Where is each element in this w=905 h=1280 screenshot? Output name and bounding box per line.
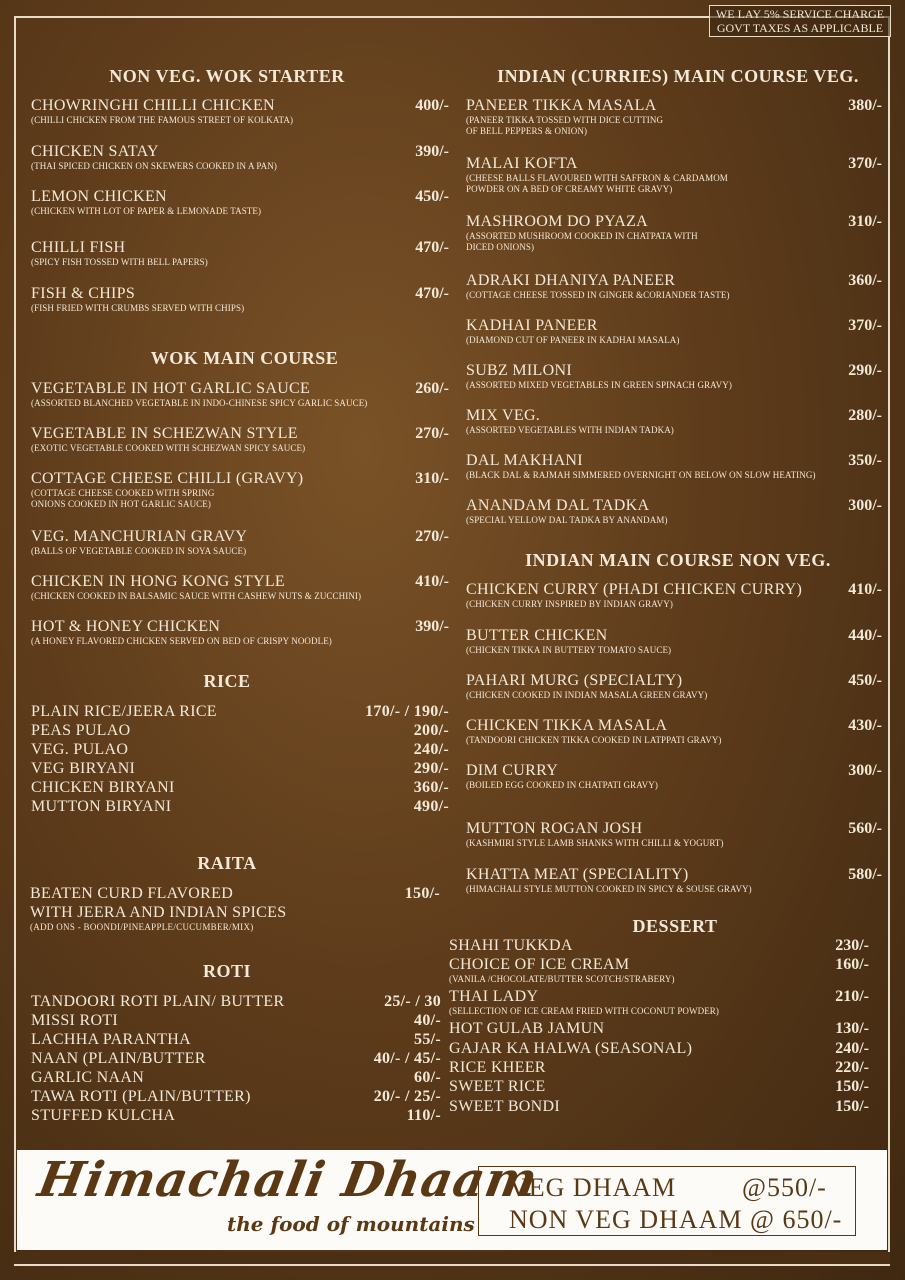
menu-item-name: MUTTON BIRYANI <box>31 798 172 815</box>
menu-item-price: 290/- <box>848 362 882 379</box>
menu-item <box>31 797 449 816</box>
menu-item-description: OF BELL PEPPERS & ONION) <box>466 126 588 136</box>
menu-item-name: FISH & CHIPS <box>31 285 136 302</box>
menu-item-description: (ASSORTED BLANCHED VEGETABLE IN INDO-CHINESE SPICY GARLIC SAUCE) <box>31 398 368 408</box>
menu-item-name: VEGETABLE IN HOT GARLIC SAUCE <box>31 380 311 397</box>
menu-item-description: (CHICKEN CURRY INSPIRED BY INDIAN GRAVY) <box>466 599 673 609</box>
menu-item-description: (FISH FRIED WITH CRUMBS SERVED WITH CHIPS) <box>31 303 245 313</box>
menu-item-description: (THAI SPICED CHICKEN ON SKEWERS COOKED IN A PAN) <box>31 161 277 171</box>
menu-item <box>31 425 449 454</box>
menu-item-name: GAJAR KA HALWA (SEASONAL) <box>449 1040 693 1057</box>
menu-item <box>466 97 882 137</box>
section-title-non-veg-wok-starter: NON VEG. WOK STARTER <box>109 66 345 86</box>
restaurant-logo: Himachali Dhaam <box>34 1152 543 1208</box>
menu-item-price: 360/- <box>848 272 882 289</box>
menu-item-name: TAWA ROTI (PLAIN/BUTTER) <box>31 1088 251 1105</box>
menu-item-description: POWDER ON A BED OF CREAMY WHITE GRAVY) <box>466 184 673 194</box>
section-title-rice: RICE <box>203 671 251 691</box>
menu-item <box>31 97 449 126</box>
menu-item <box>31 188 449 217</box>
menu-item <box>449 956 869 985</box>
menu-item-price: 240/- <box>835 1040 869 1057</box>
menu-item-description: (BLACK DAL & RAJMAH SIMMERED OVERNIGHT ON BELOW ON SLOW HEATING) <box>466 470 816 480</box>
menu-item-name: CHICKEN TIKKA MASALA <box>466 717 668 734</box>
menu-item-description: (TANDOORI CHICKEN TIKKA COOKED IN LATPPATI GRAVY) <box>466 735 722 745</box>
footer-banner <box>17 1150 887 1250</box>
menu-item-name: ADRAKI DHANIYA PANEER <box>466 272 676 289</box>
menu-item-price: 170/- / 190/- <box>365 703 449 720</box>
menu-item-name: DIM CURRY <box>466 762 559 779</box>
menu-item-price: 360/- <box>413 779 449 796</box>
menu-item-name: MUTTON ROGAN JOSH <box>466 820 643 837</box>
service-charge-line: WE LAY 5% SERVICE CHARGE <box>715 7 885 21</box>
menu-item <box>466 672 882 701</box>
menu-item <box>31 778 449 797</box>
menu-item-name: MISSI ROTI <box>31 1012 119 1029</box>
menu-item-description: (VANILA /CHOCOLATE/BUTTER SCOTCH/STRABERY) <box>449 974 675 984</box>
raita-price: 150/- <box>404 885 440 902</box>
menu-item-name: CHICKEN CURRY (PHADI CHICKEN CURRY) <box>466 581 803 598</box>
menu-item-name: PLAIN RICE/JEERA RICE <box>31 703 217 720</box>
rice-list <box>31 702 449 816</box>
raita-name-line: WITH JEERA AND INDIAN SPICES <box>30 904 287 921</box>
menu-item-name: DAL MAKHANI <box>466 452 583 469</box>
menu-item <box>31 759 449 778</box>
menu-item <box>31 1087 441 1106</box>
menu-item <box>31 1049 441 1068</box>
menu-item-price: 110/- <box>406 1107 441 1124</box>
menu-item <box>449 1098 869 1116</box>
menu-item <box>466 497 882 526</box>
menu-item-description: (BALLS OF VEGETABLE COOKED IN SOYA SAUCE) <box>31 546 247 556</box>
menu-item <box>449 1020 869 1038</box>
menu-item <box>31 721 449 740</box>
menu-item-name: CHOICE OF ICE CREAM <box>449 956 630 973</box>
menu-item-price: 350/- <box>848 452 882 469</box>
dhaam-price-box <box>478 1166 856 1236</box>
menu-item <box>466 362 882 391</box>
menu-item <box>449 988 869 1017</box>
menu-item <box>31 702 449 721</box>
menu-item-price: 410/- <box>848 581 882 598</box>
menu-item-price: 490/- <box>413 798 449 815</box>
menu-item-name: VEG. MANCHURIAN GRAVY <box>31 528 248 545</box>
menu-item <box>31 1011 441 1030</box>
menu-item-price: 370/- <box>848 317 882 334</box>
menu-item-name: CHICKEN SATAY <box>31 143 159 160</box>
service-charge-note <box>709 5 891 37</box>
bottom-band <box>14 1252 890 1264</box>
menu-item <box>31 380 449 409</box>
menu-item-description: (CHICKEN COOKED IN INDIAN MASALA GREEN GRAVY) <box>466 690 708 700</box>
menu-item <box>466 317 882 346</box>
menu-item <box>466 717 882 746</box>
menu-item-description: (CHICKEN COOKED IN BALSAMIC SAUCE WITH CASHEW NUTS & ZUCCHINI) <box>31 591 362 601</box>
menu-item-price: 470/- <box>415 239 449 256</box>
menu-item-price: 370/- <box>848 155 882 172</box>
menu-item-price: 25/- / 30 <box>384 993 441 1010</box>
menu-item <box>449 937 869 955</box>
menu-item-description: (BOILED EGG COOKED IN CHATPATI GRAVY) <box>466 780 658 790</box>
menu-item <box>449 1078 869 1096</box>
menu-item-name: SHAHI TUKKDA <box>449 937 573 954</box>
menu-item-name: SUBZ MILONI <box>466 362 572 379</box>
menu-item-price: 380/- <box>848 97 882 114</box>
roti-list <box>31 992 441 1125</box>
menu-item-price: 300/- <box>848 497 882 514</box>
menu-item-name: MASHROOM DO PYAZA <box>466 213 649 230</box>
menu-item-name: TANDOORI ROTI PLAIN/ BUTTER <box>31 993 285 1010</box>
menu-item-name: CHICKEN BIRYANI <box>31 779 175 796</box>
menu-item-description: (SPECIAL YELLOW DAL TADKA BY ANANDAM) <box>466 515 668 525</box>
menu-item-price: 270/- <box>415 528 449 545</box>
menu-item-name: KADHAI PANEER <box>466 317 598 334</box>
veg-dhaam-price: @550/- <box>742 1173 827 1202</box>
menu-item <box>466 820 882 849</box>
menu-item-name: THAI LADY <box>449 988 539 1005</box>
raita-description: (ADD ONS - BOONDI/PINEAPPLE/CUCUMBER/MIX) <box>30 922 254 932</box>
menu-item <box>31 285 449 314</box>
raita-name-line: BEATEN CURD FLAVORED <box>30 885 234 902</box>
menu-item-name: RICE KHEER <box>449 1059 546 1076</box>
menu-item <box>449 1059 869 1077</box>
menu-item-price: 400/- <box>415 97 449 114</box>
menu-item-name: HOT GULAB JAMUN <box>449 1020 605 1037</box>
menu-item-name: KHATTA MEAT (SPECIALITY) <box>466 866 689 883</box>
menu-item-description: (HIMACHALI STYLE MUTTON COOKED IN SPICY & SOUSE GRAVY) <box>466 884 752 894</box>
menu-item <box>31 1030 441 1049</box>
menu-item-price: 390/- <box>415 618 449 635</box>
menu-item-price: 310/- <box>415 470 449 487</box>
menu-item <box>466 407 882 436</box>
menu-item <box>31 470 449 510</box>
menu-item <box>466 627 882 656</box>
menu-item-name: MALAI KOFTA <box>466 155 578 172</box>
menu-item-price: 200/- <box>413 722 449 739</box>
non-veg-dhaam-line: NON VEG DHAAM @ 650/- <box>509 1205 843 1234</box>
menu-item-name: PANEER TIKKA MASALA <box>466 97 657 114</box>
menu-item-name: VEG. PULAO <box>31 741 129 758</box>
menu-item-name: SWEET RICE <box>449 1078 546 1095</box>
menu-item-price: 270/- <box>415 425 449 442</box>
menu-item <box>466 272 882 301</box>
veg-dhaam-label: VEG DHAAM <box>509 1173 677 1202</box>
menu-item-description: (CHICKEN WITH LOT OF PAPER & LEMONADE TASTE) <box>31 206 262 216</box>
menu-item <box>31 143 449 172</box>
menu-item-description: (EXOTIC VEGETABLE COOKED WITH SCHEZWAN SPICY SAUCE) <box>31 443 306 453</box>
menu-item-name: CHICKEN IN HONG KONG STYLE <box>31 573 286 590</box>
menu-item-price: 150/- <box>835 1098 869 1115</box>
menu-item-description: (SELLECTION OF ICE CREAM FRIED WITH COCONUT POWDER) <box>449 1006 720 1016</box>
veg-dhaam-line <box>509 1173 829 1203</box>
menu-item <box>31 1106 441 1125</box>
menu-item-name: BUTTER CHICKEN <box>466 627 608 644</box>
menu-item-name: LEMON CHICKEN <box>31 188 167 205</box>
menu-item-price: 40/- / 45/- <box>373 1050 441 1067</box>
menu-item-name: PEAS PULAO <box>31 722 131 739</box>
menu-item-name: NAAN (PLAIN/BUTTER <box>31 1050 206 1067</box>
menu-item-name: ANANDAM DAL TADKA <box>466 497 650 514</box>
menu-item-name: VEG BIRYANI <box>31 760 136 777</box>
menu-item-price: 580/- <box>848 866 882 883</box>
menu-item-price: 160/- <box>835 956 869 973</box>
menu-item-name: MIX VEG. <box>466 407 541 424</box>
menu-item-price: 300/- <box>848 762 882 779</box>
menu-item-name: GARLIC NAAN <box>31 1069 145 1086</box>
restaurant-tagline: the food of mountains <box>227 1212 475 1236</box>
menu-item-description: (DIAMOND CUT OF PANEER IN KADHAI MASALA) <box>466 335 680 345</box>
menu-item-description: (CHILLI CHICKEN FROM THE FAMOUS STREET OF KOLKATA) <box>31 115 294 125</box>
menu-item-price: 230/- <box>835 937 869 954</box>
menu-item-name: COTTAGE CHEESE CHILLI (GRAVY) <box>31 470 304 487</box>
menu-item-price: 560/- <box>848 820 882 837</box>
menu-item-description: DICED ONIONS) <box>466 242 535 252</box>
menu-item-price: 390/- <box>415 143 449 160</box>
menu-item-description: (ASSORTED VEGETABLES WITH INDIAN TADKA) <box>466 425 674 435</box>
menu-item <box>31 1068 441 1087</box>
section-title-indian-non-veg: INDIAN MAIN COURSE NON VEG. <box>525 550 831 570</box>
menu-item-price: 440/- <box>848 627 882 644</box>
menu-item-name: LACHHA PARANTHA <box>31 1031 191 1048</box>
menu-item <box>449 1040 869 1058</box>
menu-item-description: (ASSORTED MUSHROOM COOKED IN CHATPATA WITH <box>466 231 698 241</box>
menu-item-price: 450/- <box>848 672 882 689</box>
menu-item-price: 40/- <box>414 1012 441 1029</box>
menu-item <box>466 452 882 481</box>
menu-item-price: 410/- <box>415 573 449 590</box>
menu-item-price: 210/- <box>835 988 869 1005</box>
menu-item-price: 290/- <box>413 760 449 777</box>
menu-item-description: (CHICKEN TIKKA IN BUTTERY TOMATO SAUCE) <box>466 645 672 655</box>
menu-item <box>31 992 441 1011</box>
menu-item-price: 220/- <box>835 1059 869 1076</box>
menu-item <box>466 213 882 253</box>
menu-item-price: 430/- <box>848 717 882 734</box>
menu-item-name: SWEET BONDI <box>449 1098 560 1115</box>
menu-item-description: (A HONEY FLAVORED CHICKEN SERVED ON BED OF CRISPY NOODLE) <box>31 636 332 646</box>
menu-item-name: PAHARI MURG (SPECIALTY) <box>466 672 683 689</box>
menu-item-name: STUFFED KULCHA <box>31 1107 176 1124</box>
menu-item-price: 55/- <box>414 1031 441 1048</box>
menu-item <box>31 528 449 557</box>
menu-item-description: (PANEER TIKKA TOSSED WITH DICE CUTTING <box>466 115 664 125</box>
menu-item <box>466 155 882 195</box>
menu-item-price: 240/- <box>413 741 449 758</box>
section-title-roti: ROTI <box>202 961 251 981</box>
section-title-raita: RAITA <box>197 853 257 873</box>
govt-taxes-line: GOVT TAXES AS APPLICABLE <box>716 21 884 35</box>
menu-item-description: (SPICY FISH TOSSED WITH BELL PAPERS) <box>31 257 208 267</box>
menu-item <box>466 762 882 791</box>
menu-item-price: 150/- <box>835 1078 869 1095</box>
menu-item-name: HOT & HONEY CHICKEN <box>31 618 221 635</box>
menu-item-price: 310/- <box>848 213 882 230</box>
menu-item-description: (COTTAGE CHEESE TOSSED IN GINGER &CORIANDER TASTE) <box>466 290 730 300</box>
menu-item <box>466 581 882 610</box>
menu-item <box>466 866 882 895</box>
menu-item-description: (ASSORTED MIXED VEGETABLES IN GREEN SPINACH GRAVY) <box>466 380 732 390</box>
menu-item-description: (KASHMIRI STYLE LAMB SHANKS WITH CHILLI & YOGURT) <box>466 838 724 848</box>
menu-item-price: 450/- <box>415 188 449 205</box>
section-title-dessert: DESSERT <box>632 916 718 936</box>
menu-item <box>31 618 449 647</box>
menu-item-name: VEGETABLE IN SCHEZWAN STYLE <box>31 425 298 442</box>
menu-item-price: 280/- <box>848 407 882 424</box>
section-title-indian-veg: INDIAN (CURRIES) MAIN COURSE VEG. <box>497 66 859 86</box>
menu-item-description: (COTTAGE CHEESE COOKED WITH SPRING <box>31 488 215 498</box>
menu-item-price: 470/- <box>415 285 449 302</box>
menu-item-price: 260/- <box>415 380 449 397</box>
menu-item-price: 60/- <box>414 1069 441 1086</box>
menu-item <box>31 239 449 268</box>
menu-item-price: 130/- <box>835 1020 869 1037</box>
menu-item-description: ONIONS COOKED IN HOT GARLIC SAUCE) <box>31 499 211 509</box>
menu-item-name: CHOWRINGHI CHILLI CHICKEN <box>31 97 275 114</box>
menu-item <box>31 740 449 759</box>
menu-item-price: 20/- / 25/- <box>373 1088 441 1105</box>
menu-item <box>31 573 449 602</box>
section-title-wok-main-course: WOK MAIN COURSE <box>150 348 339 368</box>
raita-item <box>30 884 440 933</box>
menu-item-name: CHILLI FISH <box>31 239 126 256</box>
menu-item-description: (CHEESE BALLS FLAVOURED WITH SAFFRON & CARDAMOM <box>466 173 728 183</box>
